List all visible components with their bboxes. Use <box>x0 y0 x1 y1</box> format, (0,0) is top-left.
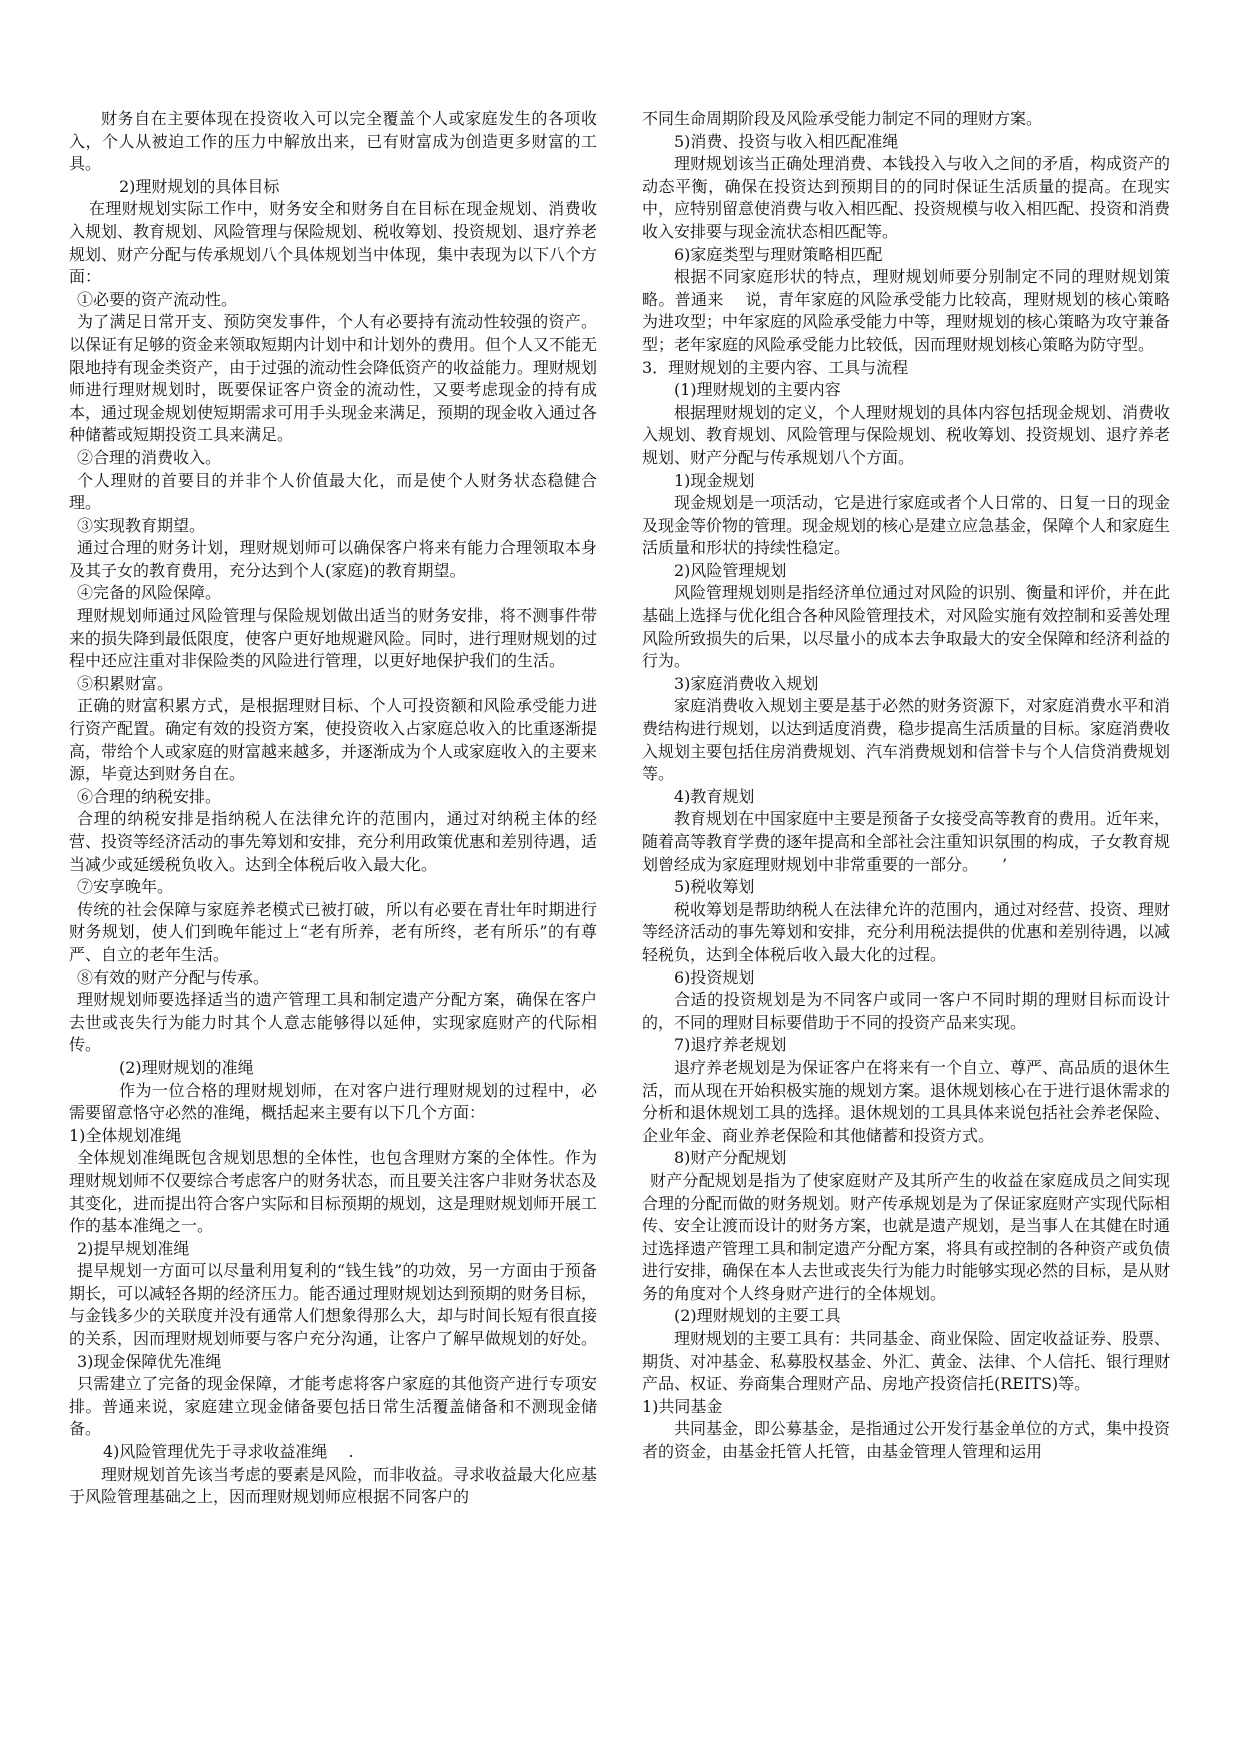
paragraph: 现金规划是一项活动，它是进行家庭或者个人日常的、日复一日的现金及现金等价物的管理。现金规划的核心是建立应急基金，保障个人和家庭生活质量和形状的持续性稳定。 <box>642 493 1171 558</box>
paragraph: 理财规划该当正确处理消费、本钱投入与收入之间的矛盾，构成资产的动态平衡，确保在投资达到预期目的的同时保证生活质量的提高。在现实中，应特别留意使消费与收入相匹配、投资规模与收入相匹配、投资和消费收入安排要与现金流状态相匹配等。 <box>642 154 1171 241</box>
paragraph: 5)税收筹划 <box>674 877 755 897</box>
paragraph: 根据不同家庭形状的特点，理财规划师要分别制定不同的理财规划策略。普通来 说，青年家庭的风险承受能力比较高，理财规划的核心策略为进攻型；中年家庭的风险承受能力中等，理财规划的核心策略为攻守兼备型；老年家庭的风险承受能力比较低，因而理财规划核心策略为防守型。 <box>642 267 1171 354</box>
paragraph: ④完备的风险保障。 <box>77 583 222 603</box>
paragraph: 1)共同基金 <box>642 1396 723 1416</box>
paragraph: 风险管理规划则是指经济单位通过对风险的识别、衡量和评价，并在此基础上选择与优化组合各种风险管理技术，对风险实施有效控制和妥善处理风险所致损失的后果，以尽量小的成本去争取最大的安全保障和经济利益的行为。 <box>642 583 1171 671</box>
paragraph: 财务自在主要体现在投资收入可以完全覆盖个人或家庭发生的各项收入，个人从被迫工作的压力中解放出来，已有财富成为创造更多财富的工具。 <box>69 109 597 174</box>
paragraph: 传统的社会保障与家庭养老模式已被打破，所以有必要在青壮年时期进行财务规划，使人们到晚年能过上“老有所养，老有所终，老有所乐”的有尊严、自立的老年生活。 <box>69 899 597 964</box>
paragraph: 4)风险管理优先于寻求收益准绳 . <box>103 1442 354 1462</box>
paragraph: ⑥合理的纳税安排。 <box>77 786 222 806</box>
paragraph: 退疗养老规划是为保证客户在将来有一个自立、尊严、高品质的退休生活，而从现在开始积极实施的规划方案。退休规划核心在于进行退休需求的分析和退休规划工具的选择。退休规划的工具具体来说包括社会养老保险、企业年金、商业养老保险和其他储蓄和投资方式。 <box>642 1057 1171 1145</box>
paragraph: 为了满足日常开支、预防突发事件，个人有必要持有流动性较强的资产。以保证有足够的资金来领取短期内计划中和计划外的费用。但个人又不能无限地持有现金类资产，由于过强的流动性会降低资产的收益能力。理财规划师进行理财规划时，既要保证客户资金的流动性，又要考虑现金的持有成本，通过现金规划使短期需求可用手头现金来满足，预期的现金收入通过各种储蓄或短期投资工具来满足。 <box>69 312 598 445</box>
paragraph: 不同生命周期阶段及风险承受能力制定不同的理财方案。 <box>642 109 1043 128</box>
paragraph: 合适的投资规划是为不同客户或同一客户不同时期的理财目标而设计的，不同的理财目标要借助于不同的投资产品来实现。 <box>642 990 1170 1032</box>
paragraph: 理财规划的主要工具有：共同基金、商业保险、固定收益证券、股票、期货、对冲基金、私募股权基金、外汇、黄金、法律、个人信托、银行理财产品、权证、券商集合理财产品、房地产投资信托(REITS)等。 <box>642 1329 1171 1394</box>
paragraph: ①必要的资产流动性。 <box>77 289 238 309</box>
paragraph: 作为一位合格的理财规划师，在对客户进行理财规划的过程中，必需要留意恪守必然的准绳，概括起来主要有以下几个方面： <box>69 1080 597 1123</box>
paragraph: 全体规划准绳既包含规划思想的全体性，也包含理财方案的全体性。作为理财规划师不仅要综合考虑客户的财务状态，而且要关注客户非财务状态及其变化，进而提出符合客户实际和目标预期的规划，这是理财规划师开展工作的基本准绳之一。 <box>69 1148 598 1236</box>
paragraph: 3．理财规划的主要内容、工具与流程 <box>642 357 909 377</box>
paragraph: 3)现金保障优先准绳 <box>77 1351 222 1371</box>
paragraph: 根据理财规划的定义，个人理财规划的具体内容包括现金规划、消费收入规划、教育规划、风险管理与保险规划、税收筹划、投资规划、退疗养老规划、财产分配与传承规划八个方面。 <box>642 402 1171 467</box>
paragraph: 正确的财富积累方式，是根据理财目标、个人可投资额和风险承受能力进行资产配置。确定有效的投资方案，使投资收入占家庭总收入的比重逐渐提高，带给个人或家庭的财富越来越多，并逐渐成为个人或家庭收入的主要来源，毕竟达到财务自在。 <box>69 696 598 784</box>
paragraph: 共同基金，即公募基金，是指通过公开发行基金单位的方式，集中投资者的资金，由基金托管人托管，由基金管理人管理和运用 <box>642 1419 1171 1462</box>
paragraph: 理财规划首先该当考虑的要素是风险，而非收益。寻求收益最大化应基于风险管理基础之上，因而理财规划师应根据不同客户的 <box>69 1464 598 1507</box>
paragraph: 4)教育规划 <box>674 786 755 806</box>
paragraph: 通过合理的财务计划，理财规划师可以确保客户将来有能力合理领取本身及其子女的教育费用，充分达到个人(家庭)的教育期望。 <box>69 538 597 580</box>
paragraph: 8)财产分配规划 <box>674 1148 787 1168</box>
paragraph: 2)理财规划的具体目标 <box>119 176 280 196</box>
paragraph: 3)家庭消费收入规划 <box>674 673 819 693</box>
paragraph: 家庭消费收入规划主要是基于必然的财务资源下，对家庭消费水平和消费结构进行规划，以达到适度消费，稳步提高生活质量的目标。家庭消费收入规划主要包括住房消费规划、汽车消费规划和信誉卡与个人信贷消费规划等。 <box>642 696 1171 784</box>
paragraph: 理财规划师通过风险管理与保险规划做出适当的财务安排，将不测事件带来的损失降到最低限度，使客户更好地规避风险。同时，进行理财规划的过程中还应注重对非保险类的风险进行管理，以更好地保护我们的生活。 <box>69 606 598 671</box>
paragraph: ⑦安享晚年。 <box>77 877 174 897</box>
paragraph: (2)理财规划的准绳 <box>119 1057 254 1077</box>
paragraph: 1)现金规划 <box>674 470 755 490</box>
paragraph: 只需建立了完备的现金保障，才能考虑将客户家庭的其他资产进行专项安排。普通来说，家庭建立现金储备要包括日常生活覆盖储备和不测现金储备。 <box>69 1374 597 1439</box>
paragraph: 2)风险管理规划 <box>674 560 787 580</box>
paragraph: ③实现教育期望。 <box>77 515 206 535</box>
right-column <box>642 108 1170 1464</box>
paragraph: 个人理财的首要目的并非个人价值最大化，而是使个人财务状态稳健合理。 <box>69 470 597 513</box>
left-column <box>69 108 597 1509</box>
paragraph: ⑧有效的财产分配与传承。 <box>77 967 270 987</box>
paragraph: 提早规划一方面可以尽量利用复利的“钱生钱”的功效，另一方面由于预备期长，可以减轻各期的经济压力。能否通过理财规划达到预期的财务目标，与金钱多少的关联度并没有通常人们想象得那么大，却与时间长短有很直接的关系，因而理财规划师要与客户充分沟通，让客户了解早做规划的好处。 <box>69 1261 598 1349</box>
paragraph: ②合理的消费收入。 <box>77 447 222 467</box>
paragraph: 在理财规划实际工作中，财务安全和财务自在目标在现金规划、消费收入规划、教育规划、风险管理与保险规划、税收筹划、投资规划、退疗养老规划、财产分配与传承规划八个具体规划当中体现，集中表现为以下八个方面： <box>69 199 598 287</box>
paragraph: 5)消费、投资与收入相匹配准绳 <box>674 131 899 151</box>
paragraph: (2)理财规划的主要工具 <box>674 1306 841 1326</box>
paragraph: 1)全体规划准绳 <box>69 1125 182 1145</box>
paragraph: 教育规划在中国家庭中主要是预备子女接受高等教育的费用。近年来，随着高等教育学费的逐年提高和全部社会注重知识氛围的构成，子女教育规划曾经成为家庭理财规划中非常重要的一部分。 ’ <box>642 809 1171 874</box>
paragraph: 2)提早规划准绳 <box>77 1238 190 1258</box>
paragraph: 合理的纳税安排是指纳税人在法律允许的范围内，通过对纳税主体的经营、投资等经济活动的事先筹划和安排，充分利用政策优惠和差别待遇，适当减少或延缓税负收入。达到全体税后收入最大化。 <box>69 809 598 874</box>
paragraph: 7)退疗养老规划 <box>674 1035 787 1055</box>
paragraph: ⑤积累财富。 <box>77 673 174 693</box>
paragraph: 6)投资规划 <box>674 967 755 987</box>
paragraph: 6)家庭类型与理财策略相匹配 <box>674 244 883 264</box>
paragraph: 财产分配规划是指为了使家庭财产及其所产生的收益在家庭成员之间实现合理的分配而做的财务规划。财产传承规划是为了保证家庭财产实现代际相传、安全让渡而设计的财务方案，也就是遗产规划，是当事人在其健在时通过选择遗产管理工具和制定遗产分配方案，将具有或控制的各种资产或负债进行安排，确保在本人去世或丧失行为能力时能够实现必然的目标，是从财务的角度对个人终身财产进行的全体规划。 <box>642 1170 1171 1303</box>
paragraph: 理财规划师要选择适当的遗产管理工具和制定遗产分配方案，确保在客户去世或丧失行为能力时其个人意志能够得以延伸，实现家庭财产的代际相传。 <box>69 990 597 1055</box>
paragraph: (1)理财规划的主要内容 <box>674 380 841 400</box>
paragraph: 税收筹划是帮助纳税人在法律允许的范围内，通过对经营、投资、理财等经济活动的事先筹划和安排，充分利用税法提供的优惠和差别待遇，以减轻税负，达到全体税后收入最大化的过程。 <box>642 899 1171 964</box>
